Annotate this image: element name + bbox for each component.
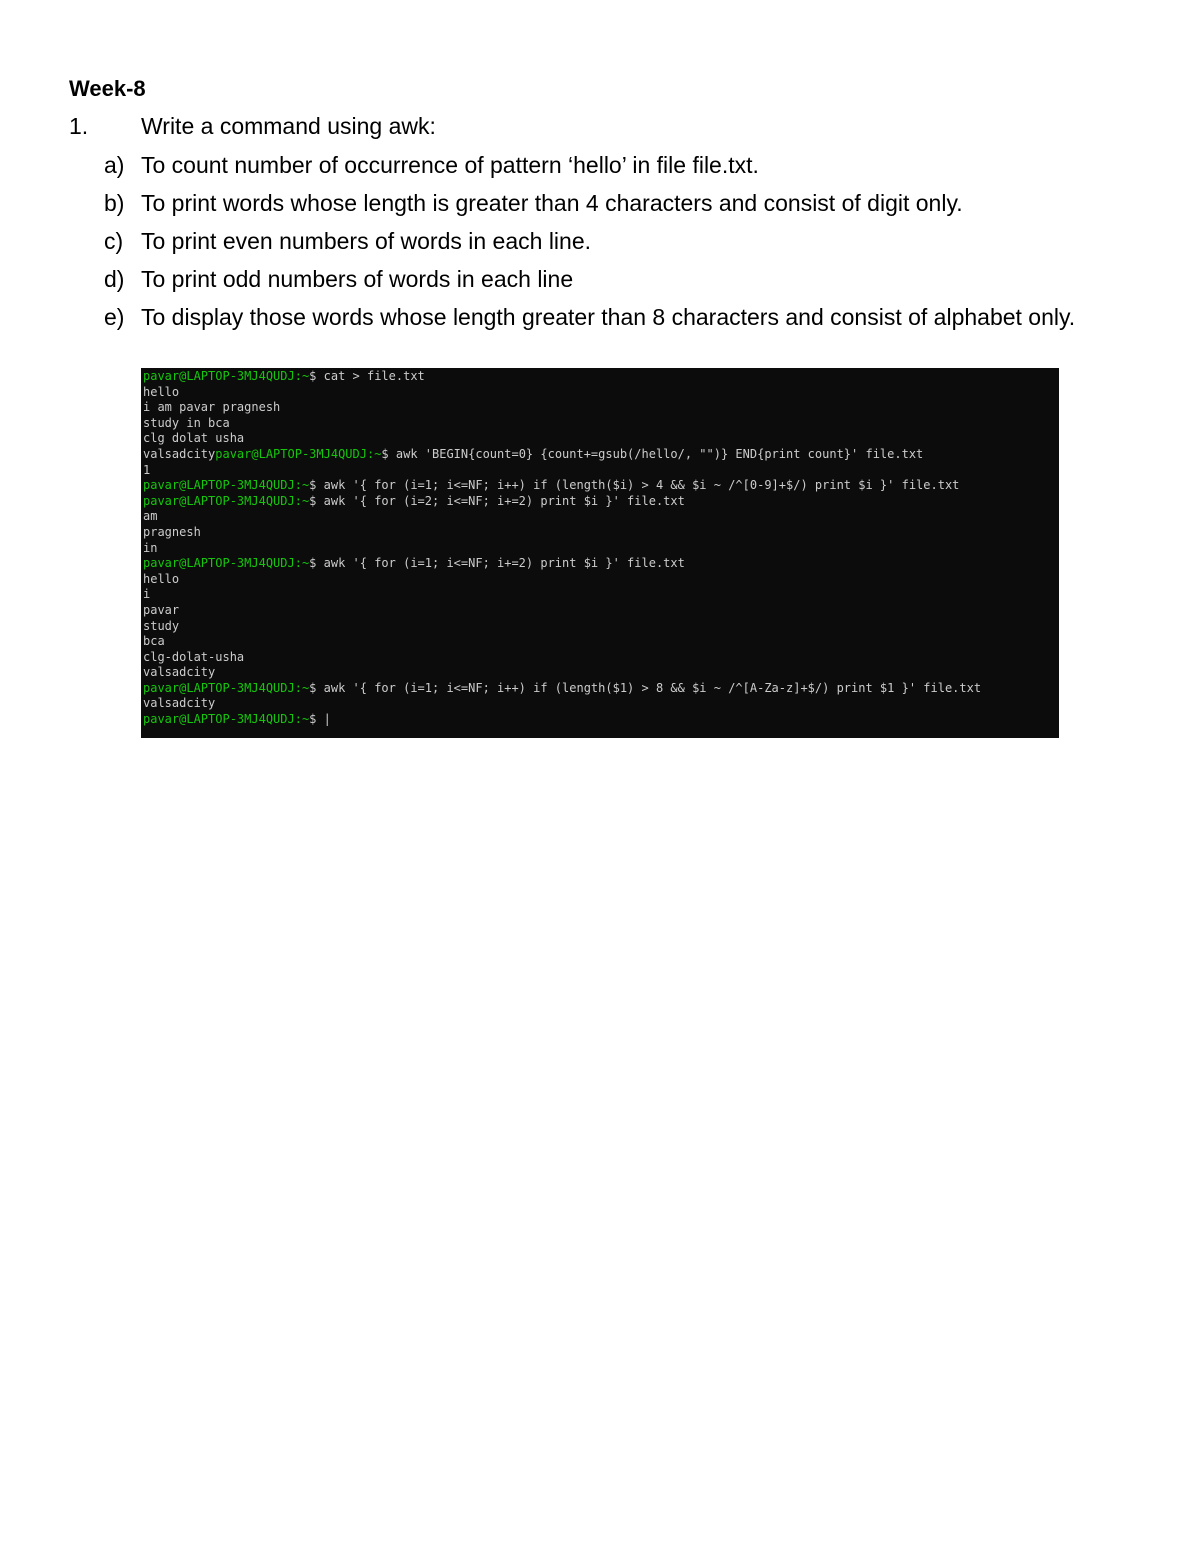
subquestion-text: To print odd numbers of words in each line [141,266,574,292]
terminal-line [143,478,1057,494]
terminal-output: study in bca [143,415,230,430]
subquestion-list [104,148,1134,338]
subquestion-text: To count number of occurrence of pattern ‘hello’ in file file.txt. [141,152,759,178]
terminal-command: $ cat > file.txt [309,369,425,383]
terminal-output: clg dolat usha [143,431,245,446]
terminal-output: study [143,618,180,633]
terminal-output: in [143,540,158,555]
terminal-line [143,650,1057,666]
terminal-command: $ awk '{ for (i=2; i<=NF; i+=2) print $i }' file.txt [309,493,685,508]
terminal-line [143,509,1057,525]
terminal-prompt: pavar@LAPTOP-3MJ4QUDJ:~ [143,680,310,695]
terminal-line [143,619,1057,635]
terminal-line [143,556,1057,572]
subquestion-label: a) [104,152,125,178]
terminal-line [143,665,1057,681]
terminal-line [143,525,1057,541]
terminal-output: clg-dolat-usha [143,649,245,664]
question-line [69,111,436,141]
terminal-output: valsadcity [143,446,216,461]
subquestion-text: To display those words whose length greater than 8 characters and consist of alphabet only. [141,304,1076,330]
terminal-line [143,369,1057,385]
subquestion-label: b) [104,190,125,216]
terminal-output: hello [143,571,180,586]
subquestion-item [104,262,1134,296]
terminal-cursor: | [323,712,331,727]
terminal-output: pavar [143,602,180,617]
terminal-line [143,603,1057,619]
subquestion-item [104,224,1134,258]
terminal-line [143,385,1057,401]
terminal-output: hello [143,384,180,399]
terminal-line [143,447,1057,463]
terminal-line [143,416,1057,432]
terminal-output: am [143,509,158,524]
terminal-output: i am pavar pragnesh [143,400,281,415]
terminal-prompt: pavar@LAPTOP-3MJ4QUDJ:~ [143,556,310,571]
terminal-output: valsadcity [143,665,216,680]
question-text: Write a command using awk: [141,113,436,139]
terminal-command: $ awk '{ for (i=1; i<=NF; i++) if (length($i) > 4 && $i ~ /^[0-9]+$/) print $i }' file.txt [309,478,960,493]
terminal-line [143,400,1057,416]
terminal-command: $ awk '{ for (i=1; i<=NF; i++) if (length($1) > 8 && $i ~ /^[A-Za-z]+$/) print $1 }' file.txt [309,680,982,695]
terminal-output: 1 [143,462,151,477]
terminal-prompt: pavar@LAPTOP-3MJ4QUDJ:~ [143,369,310,383]
terminal-screenshot [141,368,1059,738]
terminal-prompt: pavar@LAPTOP-3MJ4QUDJ:~ [143,712,310,727]
terminal-prompt: pavar@LAPTOP-3MJ4QUDJ:~ [143,493,310,508]
page-heading: Week-8 [69,76,146,101]
subquestion-label: d) [104,266,125,292]
terminal-output: valsadcity [143,696,216,711]
subquestion-item [104,186,1134,220]
subquestion-item [104,148,1134,182]
question-number: 1. [69,113,89,139]
terminal-prompt: pavar@LAPTOP-3MJ4QUDJ:~ [143,478,310,493]
terminal-command: $ [309,712,324,727]
terminal-line [143,681,1057,697]
subquestion-text: To print even numbers of words in each line. [141,228,592,254]
terminal-command: $ awk 'BEGIN{count=0} {count+=gsub(/hello/, "")} END{print count}' file.txt [381,446,924,461]
terminal-output: pragnesh [143,524,201,539]
terminal-line [143,696,1057,712]
terminal-line [143,587,1057,603]
subquestion-label: e) [104,304,125,330]
terminal-line [143,634,1057,650]
terminal-output: bca [143,634,165,649]
terminal-line [143,463,1057,479]
terminal-output: i [143,587,151,602]
subquestion-text: To print words whose length is greater than 4 characters and consist of digit only. [141,190,963,216]
terminal-line [143,541,1057,557]
terminal-line [143,494,1057,510]
terminal-line [143,431,1057,447]
subquestion-label: c) [104,228,124,254]
subquestion-item [104,300,1134,334]
terminal-line [143,572,1057,588]
terminal-line [143,712,1057,728]
terminal-command: $ awk '{ for (i=1; i<=NF; i+=2) print $i }' file.txt [309,556,685,571]
terminal-prompt: pavar@LAPTOP-3MJ4QUDJ:~ [215,446,382,461]
